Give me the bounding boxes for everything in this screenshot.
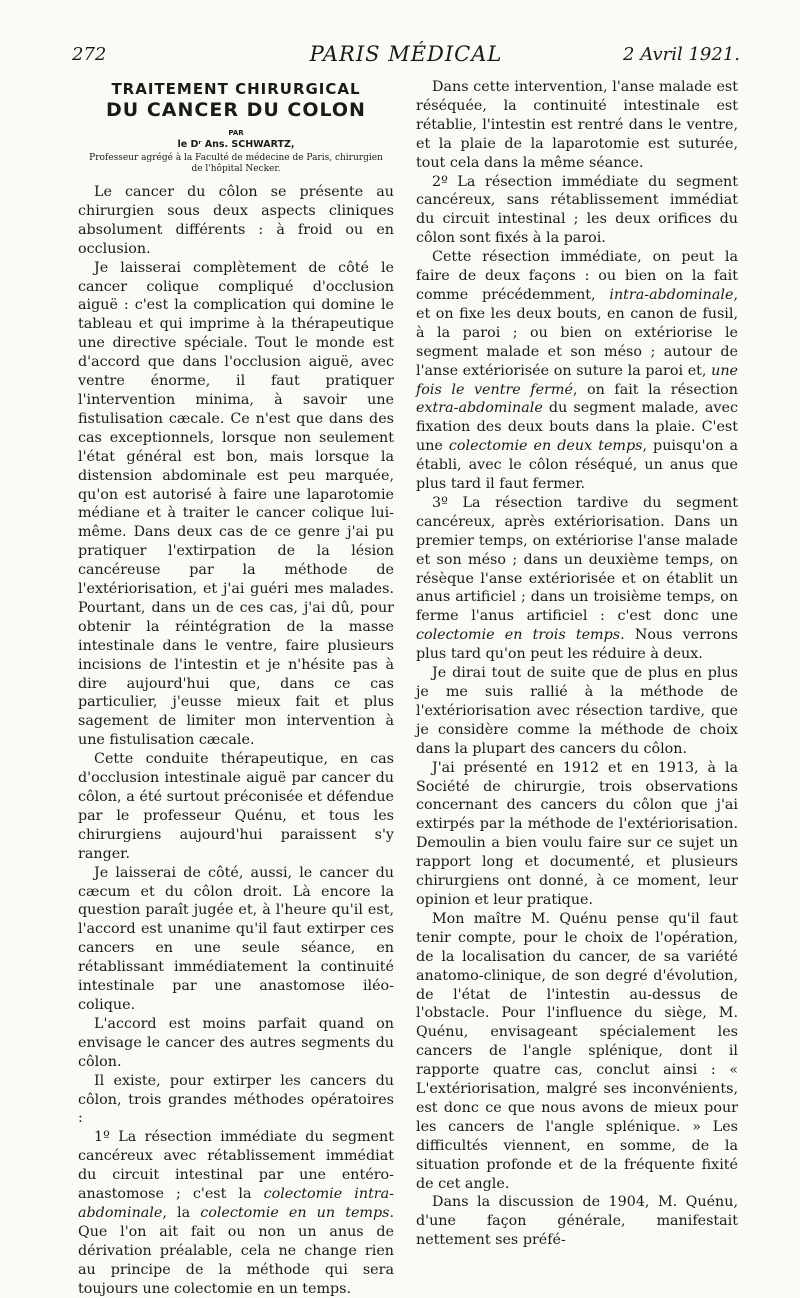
- page-number: 272: [72, 44, 107, 65]
- italic-term: colectomie en deux temps: [448, 438, 643, 455]
- paragraph: Mon maître M. Quénu pense qu'il faut tenir compte, pour le choix de l'opération, de la localisation du cancer, de sa variété anatomo-clinique, de son degré d'évolution, de l'état de l'intestin au-dessus de l'obstacle. Pour l'influence du siège, M. Quénu, envisageant spécialement les cancers de l'angle splénique, dont il rapporte quatre cas, conclut ainsi : « L'extériorisation, malgré ses inconvénients, est donc ce que nous avons de mieux pour les cancers de l'angle splénique. » Les difficultés viennent, en somme, de la situation profonde et de la fréquente fixité de cet angle.: [416, 910, 738, 1192]
- left-column: [78, 78, 394, 1298]
- paragraph: 1º La résection immédiate du segment cancéreux avec rétablissement immédiat du circuit intestinal par une entéro-anastomose ; c'est la colectomie intra-abdominale, la colectomie en un temps. Que l'on ait fait ou non un anus de dérivation préalable, cela ne change rien au principe de la méthode qui sera toujours une colectomie en un temps.: [78, 1129, 394, 1297]
- paragraph: 2º La résection immédiate du segment cancéreux, sans rétablissement immédiat du circuit intestinal ; les deux orifices du côlon sont fixés à la paroi.: [416, 173, 738, 247]
- author-name: le Dʳ Ans. SCHWARTZ,: [177, 139, 295, 150]
- italic-term: une fois le ventre fermé: [416, 362, 738, 398]
- issue-date: 2 Avril 1921.: [623, 44, 740, 65]
- paragraph: Dans la discussion de 1904, M. Quénu, d'une façon générale, manifestait nettement ses préfé-: [416, 1194, 738, 1249]
- page-header: [72, 42, 740, 72]
- right-column: [416, 78, 738, 1250]
- italic-term: intra-abdominale: [609, 286, 734, 303]
- paragraph: Dans cette intervention, l'anse malade est réséquée, la continuité intestinale est rétablie, l'intestin est rentré dans le ventre, et la plaie de la laparotomie est suturée, tout cela dans la même séance.: [416, 79, 738, 171]
- author-affiliation: Professeur agrégé à la Faculté de médecine de Paris, chirurgien de l'hôpital Necker.: [89, 153, 383, 174]
- article-title-line2: DU CANCER DU COLON: [106, 99, 366, 121]
- paragraph: Je dirai tout de suite que de plus en plus je me suis rallié à la méthode de l'extériorisation avec résection tardive, que je considère comme la méthode de choix dans la plupart des cancers du côlon.: [416, 665, 738, 757]
- paragraph: Le cancer du côlon se présente au chirurgien sous deux aspects cliniques absolument différents : à froid ou en occlusion.: [78, 184, 394, 257]
- paragraph: 3º La résection tardive du segment cancéreux, après extériorisation. Dans un premier temps, on extériorise l'anse malade et son méso ; dans un deuxième temps, on résèque l'anse extériorisée et on établit un anus artificiel ; dans un troisième temps, on ferme l'anus artificiel : c'est donc une colectomie en trois temps. Nous verrons plus tard qu'on peut les réduire à deux.: [416, 494, 739, 663]
- italic-term: colectomie en un temps: [200, 1204, 390, 1221]
- article-title: [78, 80, 394, 122]
- italic-term: colectomie en trois temps: [416, 627, 621, 644]
- paragraph: L'accord est moins parfait quand on envisage le cancer des autres segments du côlon.: [78, 1015, 394, 1070]
- italic-term: extra-abdominale: [416, 400, 543, 417]
- byline-par: PAR: [228, 129, 244, 137]
- paragraph: Cette résection immédiate, on peut la faire de deux façons : ou bien on la fait comme précédemment, intra-abdominale, et on fixe les deux bouts, en canon de fusil, à la paroi ; ou bien on extériorise le segment malade et son méso ; autour de l'anse extériorisée on suture la paroi et, une fois le ventre fermé, on fait la résection extra-abdominale du segment malade, avec fixation des deux bouts dans la plaie. C'est une colectomie en deux temps, puisqu'on a établi, avec le côlon réséqué, un anus que plus tard il faut fermer.: [416, 249, 738, 493]
- journal-title: PARIS MÉDICAL: [309, 42, 503, 66]
- paragraph: Cette conduite thérapeutique, en cas d'occlusion intestinale aiguë par cancer du côlon, a été surtout préconisée et défendue par le professeur Quénu, et tous les chirurgiens aujourd'hui paraissent s'y ranger.: [78, 751, 394, 862]
- paragraph: J'ai présenté en 1912 et en 1913, à la Société de chirurgie, trois observations concernant des cancers du côlon que j'ai extirpés par la méthode de l'extériorisation. Demoulin a bien voulu faire sur ce sujet un rapport long et documenté, et plusieurs chirurgiens ont donné, à ce moment, leur opinion et leur pratique.: [416, 759, 738, 908]
- paragraph: Je laisserai de côté, aussi, le cancer du cæcum et du côlon droit. Là encore la question paraît jugée et, à l'heure qu'il est, l'accord est unanime qu'il faut extirper ces cancers en une seule séance, en rétablissant immédiatement la continuité intestinale par une anastomose iléo-colique.: [78, 864, 394, 1013]
- paragraph: Il existe, pour extirper les cancers du côlon, trois grandes méthodes opératoires :: [78, 1072, 394, 1127]
- byline: [78, 128, 394, 175]
- italic-term: colectomie intra-abdominale: [78, 1186, 394, 1221]
- article-title-line1: TRAITEMENT CHIRURGICAL: [111, 80, 361, 98]
- paragraph: Je laisserai complètement de côté le cancer colique compliqué d'occlusion aiguë : c'est la complication qui domine le tableau et qui imprime à la thérapeutique une directive spéciale. Tout le monde est d'accord que dans l'occlusion aiguë, avec ventre énorme, il faut pratiquer l'intervention minima, à savoir une fistulisation cæcale. Ce n'est que dans des cas exceptionnels, lorsque non seulement l'état général est bon, mais lorsque la distension abdominale est peu marquée, qu'on est autorisé à faire une laparotomie médiane et à traiter le cancer colique lui-même. Dans deux cas de ce genre j'ai pu pratiquer l'extirpation de la lésion cancéreuse par la méthode de l'extériorisation, et j'ai guéri mes malades. Pourtant, dans un de ces cas, j'ai dû, pour obtenir la réintégration de la masse intestinale dans le ventre, faire plusieurs incisions de l'intestin et je n'hésite pas à dire aujourd'hui que, dans ce cas particulier, j'eusse mieux fait et plus sagement de limiter mon intervention à une fistulisation cæcale.: [78, 259, 394, 749]
